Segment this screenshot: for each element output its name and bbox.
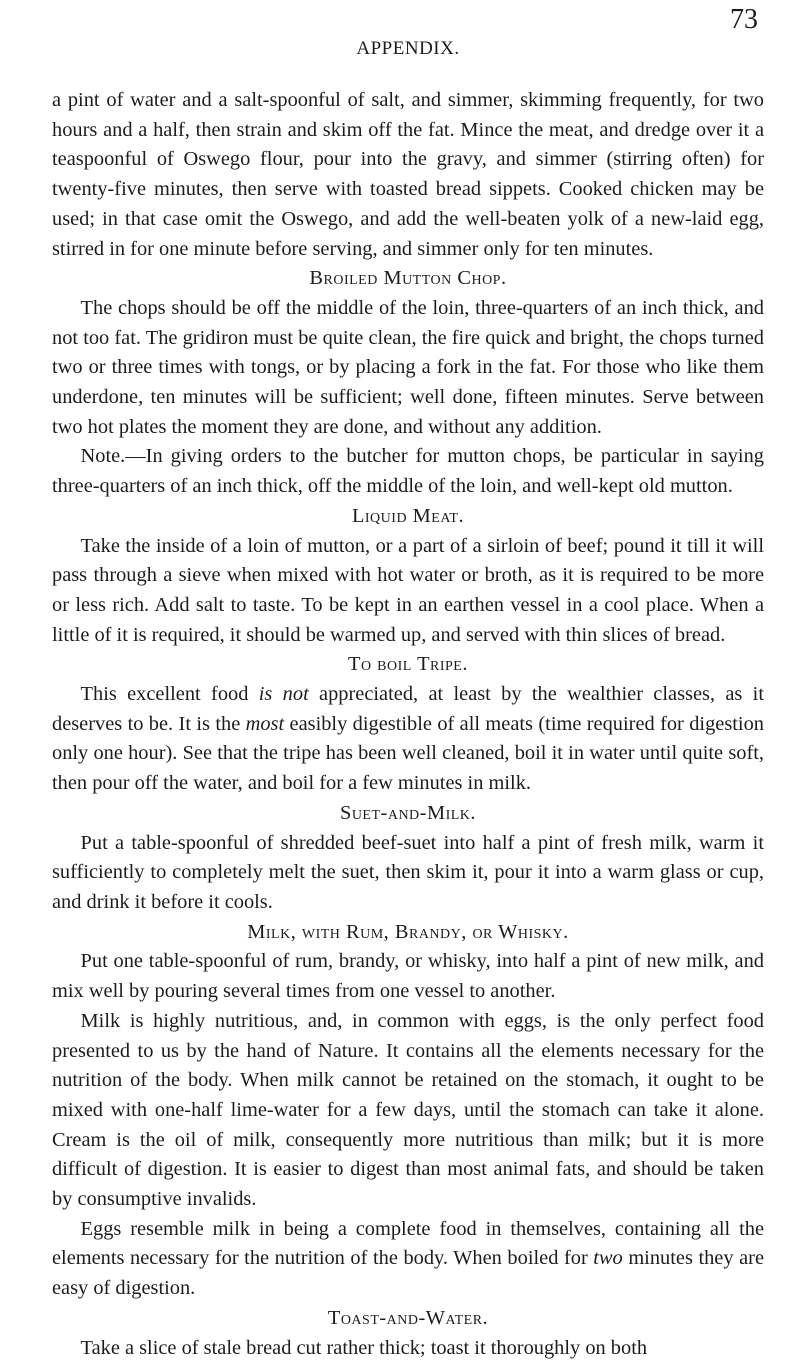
page-number: 73 — [730, 4, 758, 35]
paragraph: This excellent food is not appreciated, at least by the wealthier classes, as it deserves to be. It is the most easibly digestible of all meats (time required for digestion only one hour). See that the tripe has been well cleaned, boil it in water until quite soft, then pour off the water, and boil for a few minutes in milk. — [52, 683, 764, 795]
intro-paragraph: a pint of water and a salt-spoonful of salt, and simmer, skimming frequently, for two hours and a half, then strain and skim off the fat. Mince the meat, and dredge over it a teaspoonful of Oswego flour, pour into the gravy, and simmer (stirring often) for twenty-five minutes, then serve with toasted bread sippets. Cooked chicken may be used; in that case omit the Oswego, and add the well-beaten yolk of a new-laid egg, stirred in for one minute before serving, and simmer only for ten minutes. — [52, 89, 764, 260]
book-page — [52, 0, 764, 1362]
paragraph: Take the inside of a loin of mutton, or a part of a sirloin of beef; pound it till it will pass through a sieve when mixed with hot water or broth, as it is required to be more or less rich. Add salt to taste. To be kept in an earthen vessel in a cool place. When a little of it is required, it should be warmed up, and served with thin slices of bread. — [52, 534, 764, 646]
paragraph: The chops should be off the middle of the loin, three-quarters of an inch thick, and not too fat. The gridiron must be quite clean, the fire quick and bright, the chops turned two or three times with tongs, or by placing a fork in the fat. For those who like them underdone, ten minutes will be sufficient; well done, fifteen minutes. Serve between two hot plates the moment they are done, and without any addition. — [52, 296, 764, 438]
heading-liquid-meat: Liquid Meat. — [351, 504, 465, 527]
page-header — [52, 0, 764, 86]
paragraph: Put a table-spoonful of shredded beef-suet into half a pint of fresh milk, warm it sufficiently to completely melt the suet, then skim it, pour it into a warm glass or cup, and drink it before it cools. — [52, 831, 764, 913]
heading-toast-and-water: Toast-and-Water. — [327, 1306, 489, 1329]
page-body — [52, 86, 764, 1363]
heading-suet-and-milk: Suet-and-Milk. — [339, 801, 477, 824]
paragraph: Take a slice of stale bread cut rather thick; toast it thoroughly on both — [80, 1336, 648, 1359]
heading-milk-with-spirits: Milk, with Rum, Brandy, or Whisky. — [247, 920, 569, 943]
note-paragraph: Note.—In giving orders to the butcher for mutton chops, be particular in saying three-quarters of an inch thick, off the middle of the loin, and well-kept old mutton. — [52, 445, 764, 498]
paragraph: Milk is highly nutritious, and, in common with eggs, is the only perfect food presented to us by the hand of Nature. It contains all the elements necessary for the nutrition of the body. When milk cannot be retained on the stomach, it ought to be mixed with one-half lime-water for a few days, until the stomach can take it alone. Cream is the oil of milk, consequently more nutritious than milk; but it is more difficult of digestion. It is easier to digest than most animal fats, and should be taken by consumptive invalids. — [52, 1009, 764, 1211]
running-title: APPENDIX. — [356, 38, 460, 59]
heading-broiled-mutton-chop: Broiled Mutton Chop. — [309, 267, 507, 290]
paragraph: Put one table-spoonful of rum, brandy, or whisky, into half a pint of new milk, and mix well by pouring several times from one vessel to another. — [52, 950, 764, 1003]
paragraph: Eggs resemble milk in being a complete food in themselves, containing all the elements necessary for the nutrition of the body. When boiled for two minutes they are easy of digestion. — [52, 1217, 765, 1300]
heading-to-boil-tripe: To boil Tripe. — [348, 653, 468, 676]
